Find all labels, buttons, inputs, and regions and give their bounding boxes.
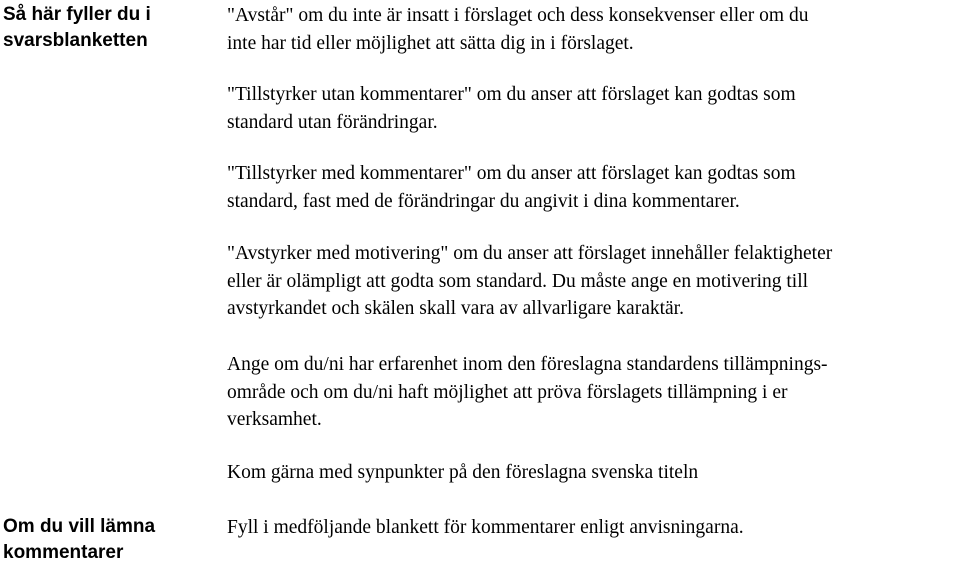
- paragraph-avstar: "Avstår" om du inte är insatt i förslaget och dess konsekvenser eller om du inte har tid eller möjlighet att sätta dig in i förslaget.: [227, 5, 809, 54]
- paragraph-avstyrker: "Avstyrker med motivering" om du anser att förslaget innehåller felaktigheter eller är olämpligt att godta som standard. Du måste ange en motivering till avstyrkandet och skälen skall vara av allvarligare karaktär.: [227, 243, 833, 319]
- paragraph-svensk-titel: Kom gärna med synpunkter på den föreslagna svenska titeln: [227, 462, 699, 483]
- paragraph-tillstyrker-utan: "Tillstyrker utan kommentarer" om du anser att förslaget kan godtas som standard utan förändringar.: [227, 84, 796, 133]
- paragraph-tillstyrker-med: "Tillstyrker med kommentarer" om du anser att förslaget kan godtas som standard, fast med de förändringar du angivit i dina kommentarer.: [227, 163, 796, 212]
- paragraph-erfarenhet: Ange om du/ni har erfarenhet inom den föreslagna standardens tillämpnings- område och om du/ni haft möjlighet att pröva förslagets tillämpning i er verksamhet.: [227, 354, 828, 430]
- section-heading-comments: Om du vill lämna kommentarer: [3, 516, 156, 563]
- paragraph-fyll-i-blankett: Fyll i medföljande blankett för kommentarer enligt anvisningarna.: [227, 517, 744, 538]
- section-heading-how-to-fill: Så här fyller du i svarsblanketten: [3, 4, 151, 51]
